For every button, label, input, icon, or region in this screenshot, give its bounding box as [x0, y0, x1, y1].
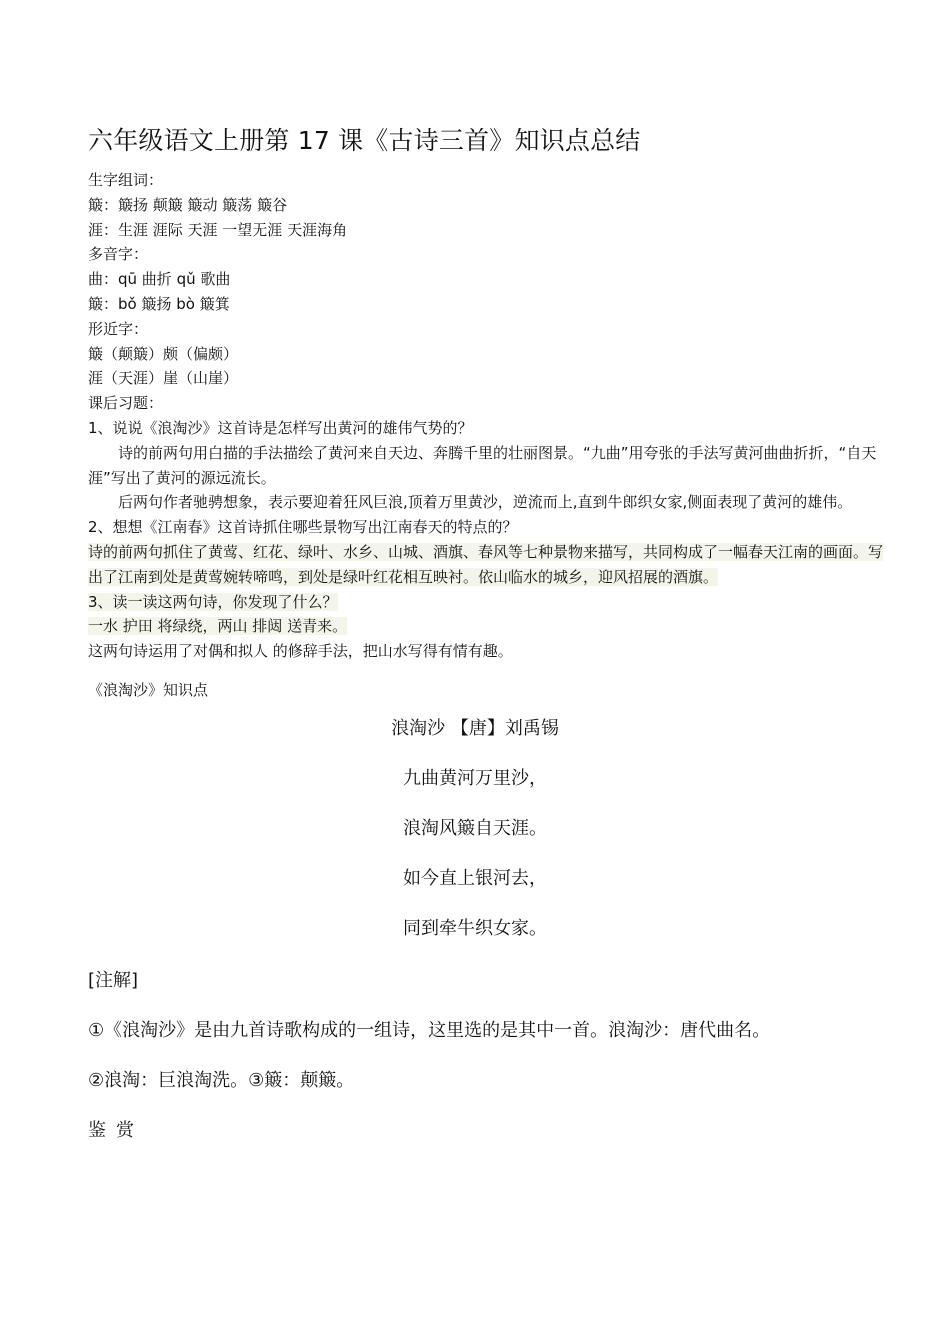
question-3-verse: 一水 护田 将绿绕，两山 排闼 送青来。	[88, 617, 348, 636]
document-title: 六年级语文上册第 17 课《古诗三首》知识点总结	[88, 126, 641, 155]
note-1: ①《浪淘沙》是由九首诗歌构成的一组诗，这里选的是其中一首。浪淘沙：唐代曲名。	[88, 1019, 771, 1041]
poem-line-1: 九曲黄河万里沙，	[403, 767, 547, 789]
answer-2: 诗的前两句抓住了黄莺、红花、绿叶、水乡、山城、酒旗、春风等七种景物来描写，共同构成了一幅春天江南的画面。写出了江南到处是黄莺婉转啼鸣，到处是绿叶红花相互映衬。依山临水的城乡，迎风招展的酒旗。	[88, 542, 884, 586]
shengzi-line-2: 涯：生涯 涯际 天涯 一望无涯 天涯海角	[88, 220, 348, 239]
question-2: 2、想想《江南春》这首诗抓住哪些景物写出江南春天的特点的？	[88, 518, 518, 537]
answer-3: 这两句诗运用了对偶和拟人 的修辞手法，把山水写得有情有趣。	[88, 642, 513, 661]
poem-title: 浪淘沙 【唐】刘禹锡	[391, 717, 559, 739]
answer-1-paragraph-1: 诗的前两句用白描的手法描绘了黄河来自天边、奔腾千里的壮丽图景。“九曲”用夸张的手法写黄河曲曲折折，“自天涯”写出了黄河的源远流长。	[88, 443, 877, 487]
kehou-heading: 课后习题：	[88, 394, 164, 413]
poem-line-2: 浪淘风簸自天涯。	[403, 817, 547, 839]
shengzi-line-1: 簸：簸扬 颠簸 簸动 簸荡 簸谷	[88, 195, 288, 214]
document-page	[88, 124, 888, 1144]
xingjin-line-1: 簸（颠簸）颇（偏颇）	[88, 344, 239, 363]
question-3: 3、读一读这两句诗，你发现了什么？	[88, 592, 338, 611]
shengzi-heading: 生字组词：	[88, 171, 164, 189]
answer-1-paragraph-2: 后两句作者驰骋想象，表示要迎着狂风巨浪,顶着万里黄沙，逆流而上,直到牛郎织女家,侧面表现了黄河的雄伟。	[118, 493, 853, 512]
langtaosha-heading: 《浪淘沙》知识点	[88, 680, 209, 699]
xingjin-line-2: 涯（天涯）崖（山崖）	[88, 369, 239, 388]
appreciation-heading: 鉴赏	[88, 1119, 144, 1141]
notes-heading: [注解]	[88, 969, 139, 991]
duoyin-line-1: 曲：qū 曲折 qǔ 歌曲	[88, 270, 231, 289]
poem-line-4: 同到牵牛织女家。	[403, 917, 547, 939]
question-1: 1、说说《浪淘沙》这首诗是怎样写出黄河的雄伟气势的？	[88, 418, 473, 437]
xingjin-heading: 形近字：	[88, 319, 149, 338]
duoyin-heading: 多音字：	[88, 245, 149, 264]
note-2: ②浪淘：巨浪淘洗。③簸：颠簸。	[88, 1069, 355, 1091]
duoyin-line-2: 簸：bǒ 簸扬 bò 簸箕	[88, 294, 230, 313]
poem-line-3: 如今直上银河去，	[403, 867, 547, 889]
